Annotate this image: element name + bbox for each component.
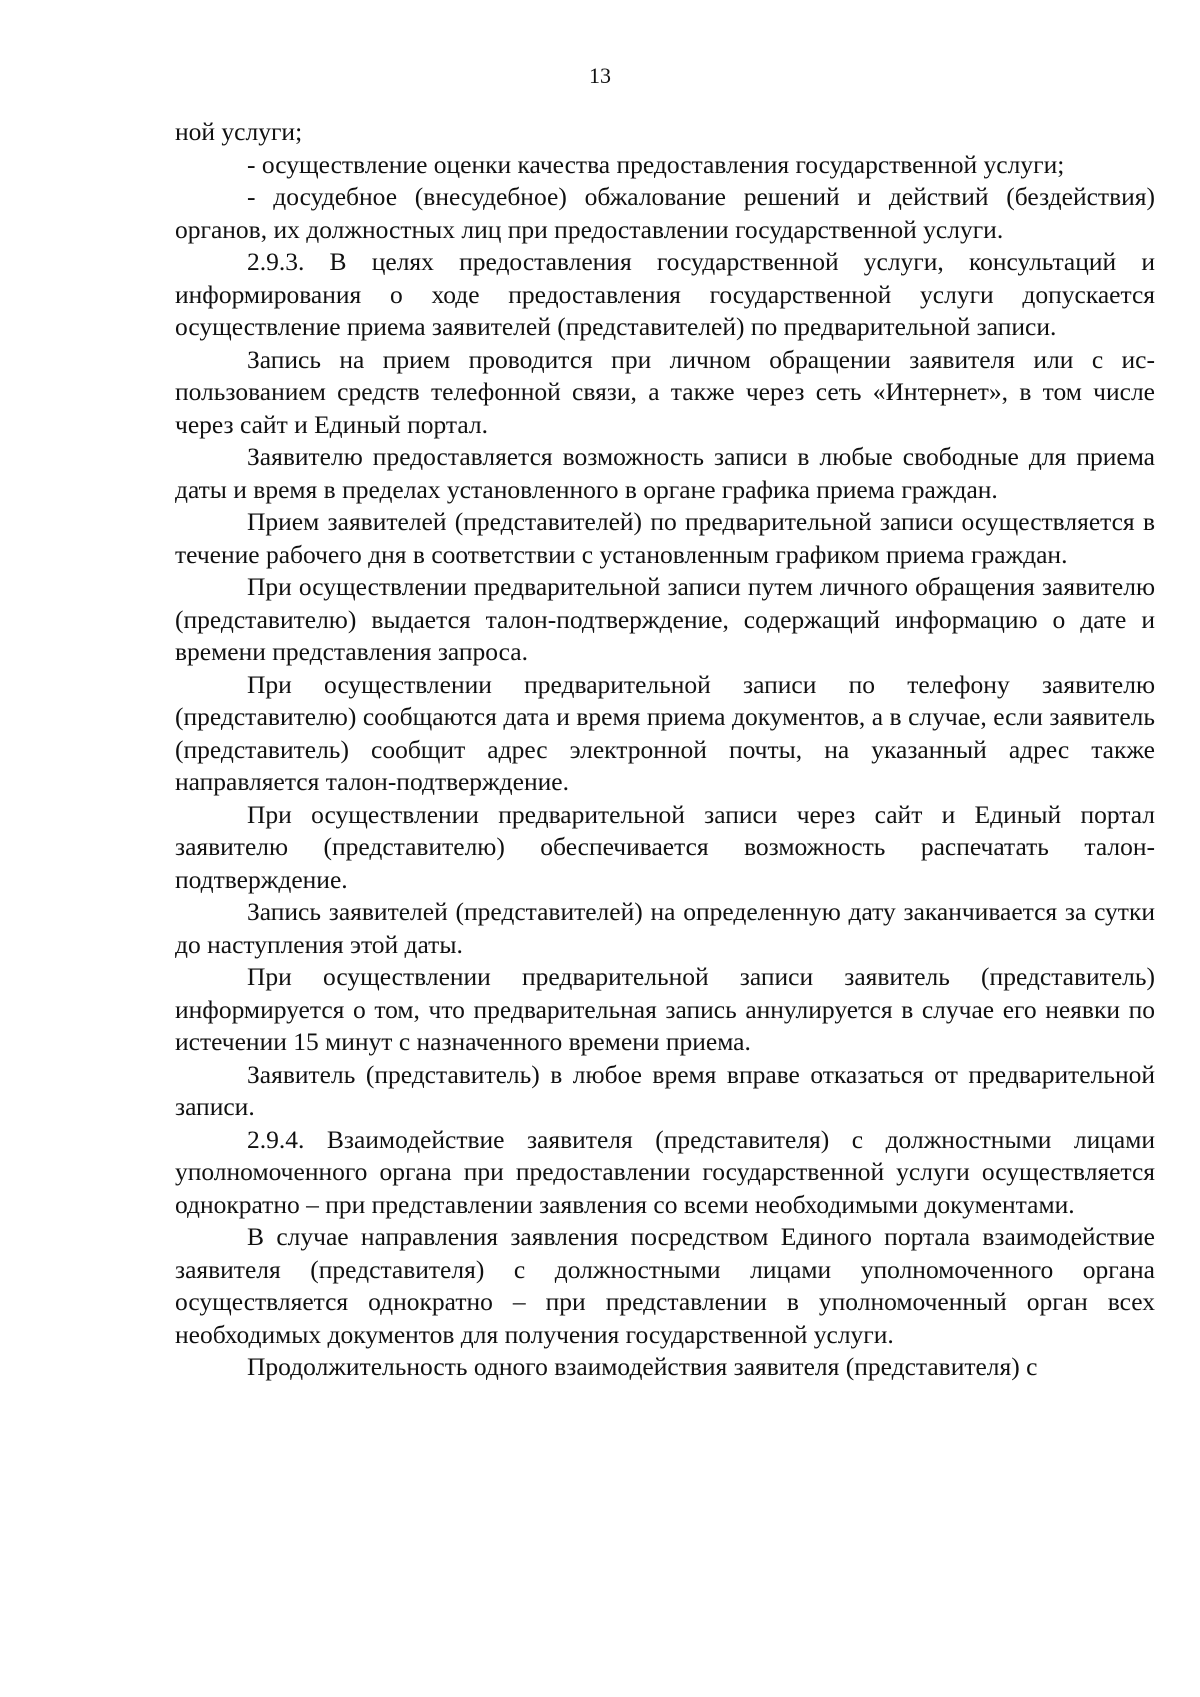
document-body (175, 116, 1155, 1384)
paragraph-quality-assessment: - осуществление оценки качества предоставления государственной услуги; (247, 149, 1065, 179)
paragraph-service-end: ной услуги; (175, 117, 303, 146)
paragraph-interaction-duration: Продолжительность одного взаимодействия заявителя (представителя) с (247, 1352, 1038, 1381)
paragraph-appointment-methods: Запись на прием проводится при личном обращении заявителя или с использованием средств телефонной связи, а также через сеть «Интернет», в том числе через сайт и Единый портал. (175, 344, 1155, 439)
paragraph-2-9-3: 2.9.3. В целях предоставления государственной услуги, консультаций и информирования о ходе предоставления государственной услуги допускается осуществление приема заявителей (представителей) по предварительной записи. (175, 247, 1155, 341)
paragraph-personal-appeal: При осуществлении предварительной записи путем личного обращения заявителю (представителю) выдается талон-подтверждение, содержащий информацию о дате и времени представления запроса. (175, 572, 1155, 666)
paragraph-appointment-deadline: Запись заявителей (представителей) на определенную дату заканчивается за сутки до наступления этой даты. (175, 897, 1155, 959)
paragraph-portal-interaction: В случае направления заявления посредством Единого портала взаимодействие заявителя (представителя) с должностными лицами уполномоченного органа осуществляется однократно – при представлении в уполномоченный орган всех необходимых документов для получения государственной услуги. (175, 1222, 1155, 1349)
page-number: 13 (589, 63, 611, 88)
paragraph-cancellation-notice: При осуществлении предварительной записи заявитель (представитель) информируется о том, что предварительная запись аннулируется в случае его неявки по истечении 15 минут с назначенного времени приема. (175, 962, 1155, 1056)
paragraph-pretrial-appeal: - досудебное (внесудебное) обжалование решений и действий (бездействия) органов, их должностных лиц при предоставлении государственной услуги. (175, 182, 1155, 244)
paragraph-right-to-refuse: Заявитель (представитель) в любое время вправе отказаться от предварительной записи. (175, 1059, 1155, 1121)
paragraph-free-dates: Заявителю предоставляется возможность записи в любые свободные для приема даты и время в пределах установленного в органе графика приема граждан. (175, 442, 1155, 504)
paragraph-2-9-4: 2.9.4. Взаимодействие заявителя (представителя) с должностными лицами уполномоченного органа при предоставлении государственной услуги осуществляется однократно – при представлении заявления со всеми необходимыми документами. (175, 1124, 1155, 1219)
paragraph-portal-appointment: При осуществлении предварительной записи через сайт и Единый портал заявителю (представителю) обеспечивается возможность распечатать талон-подтверждение. (175, 799, 1155, 894)
paragraph-phone-appointment: При осуществлении предварительной записи по телефону заявителю (представителю) сообщаются дата и время приема документов, а в случае, если заявитель (представитель) сообщит адрес электронной почты, на указанный адрес также направляется талон-подтверждение. (175, 669, 1155, 796)
paragraph-reception-schedule: Прием заявителей (представителей) по предварительной записи осуществляется в течение рабочего дня в соответствии с установленным графиком приема граждан. (175, 507, 1155, 569)
